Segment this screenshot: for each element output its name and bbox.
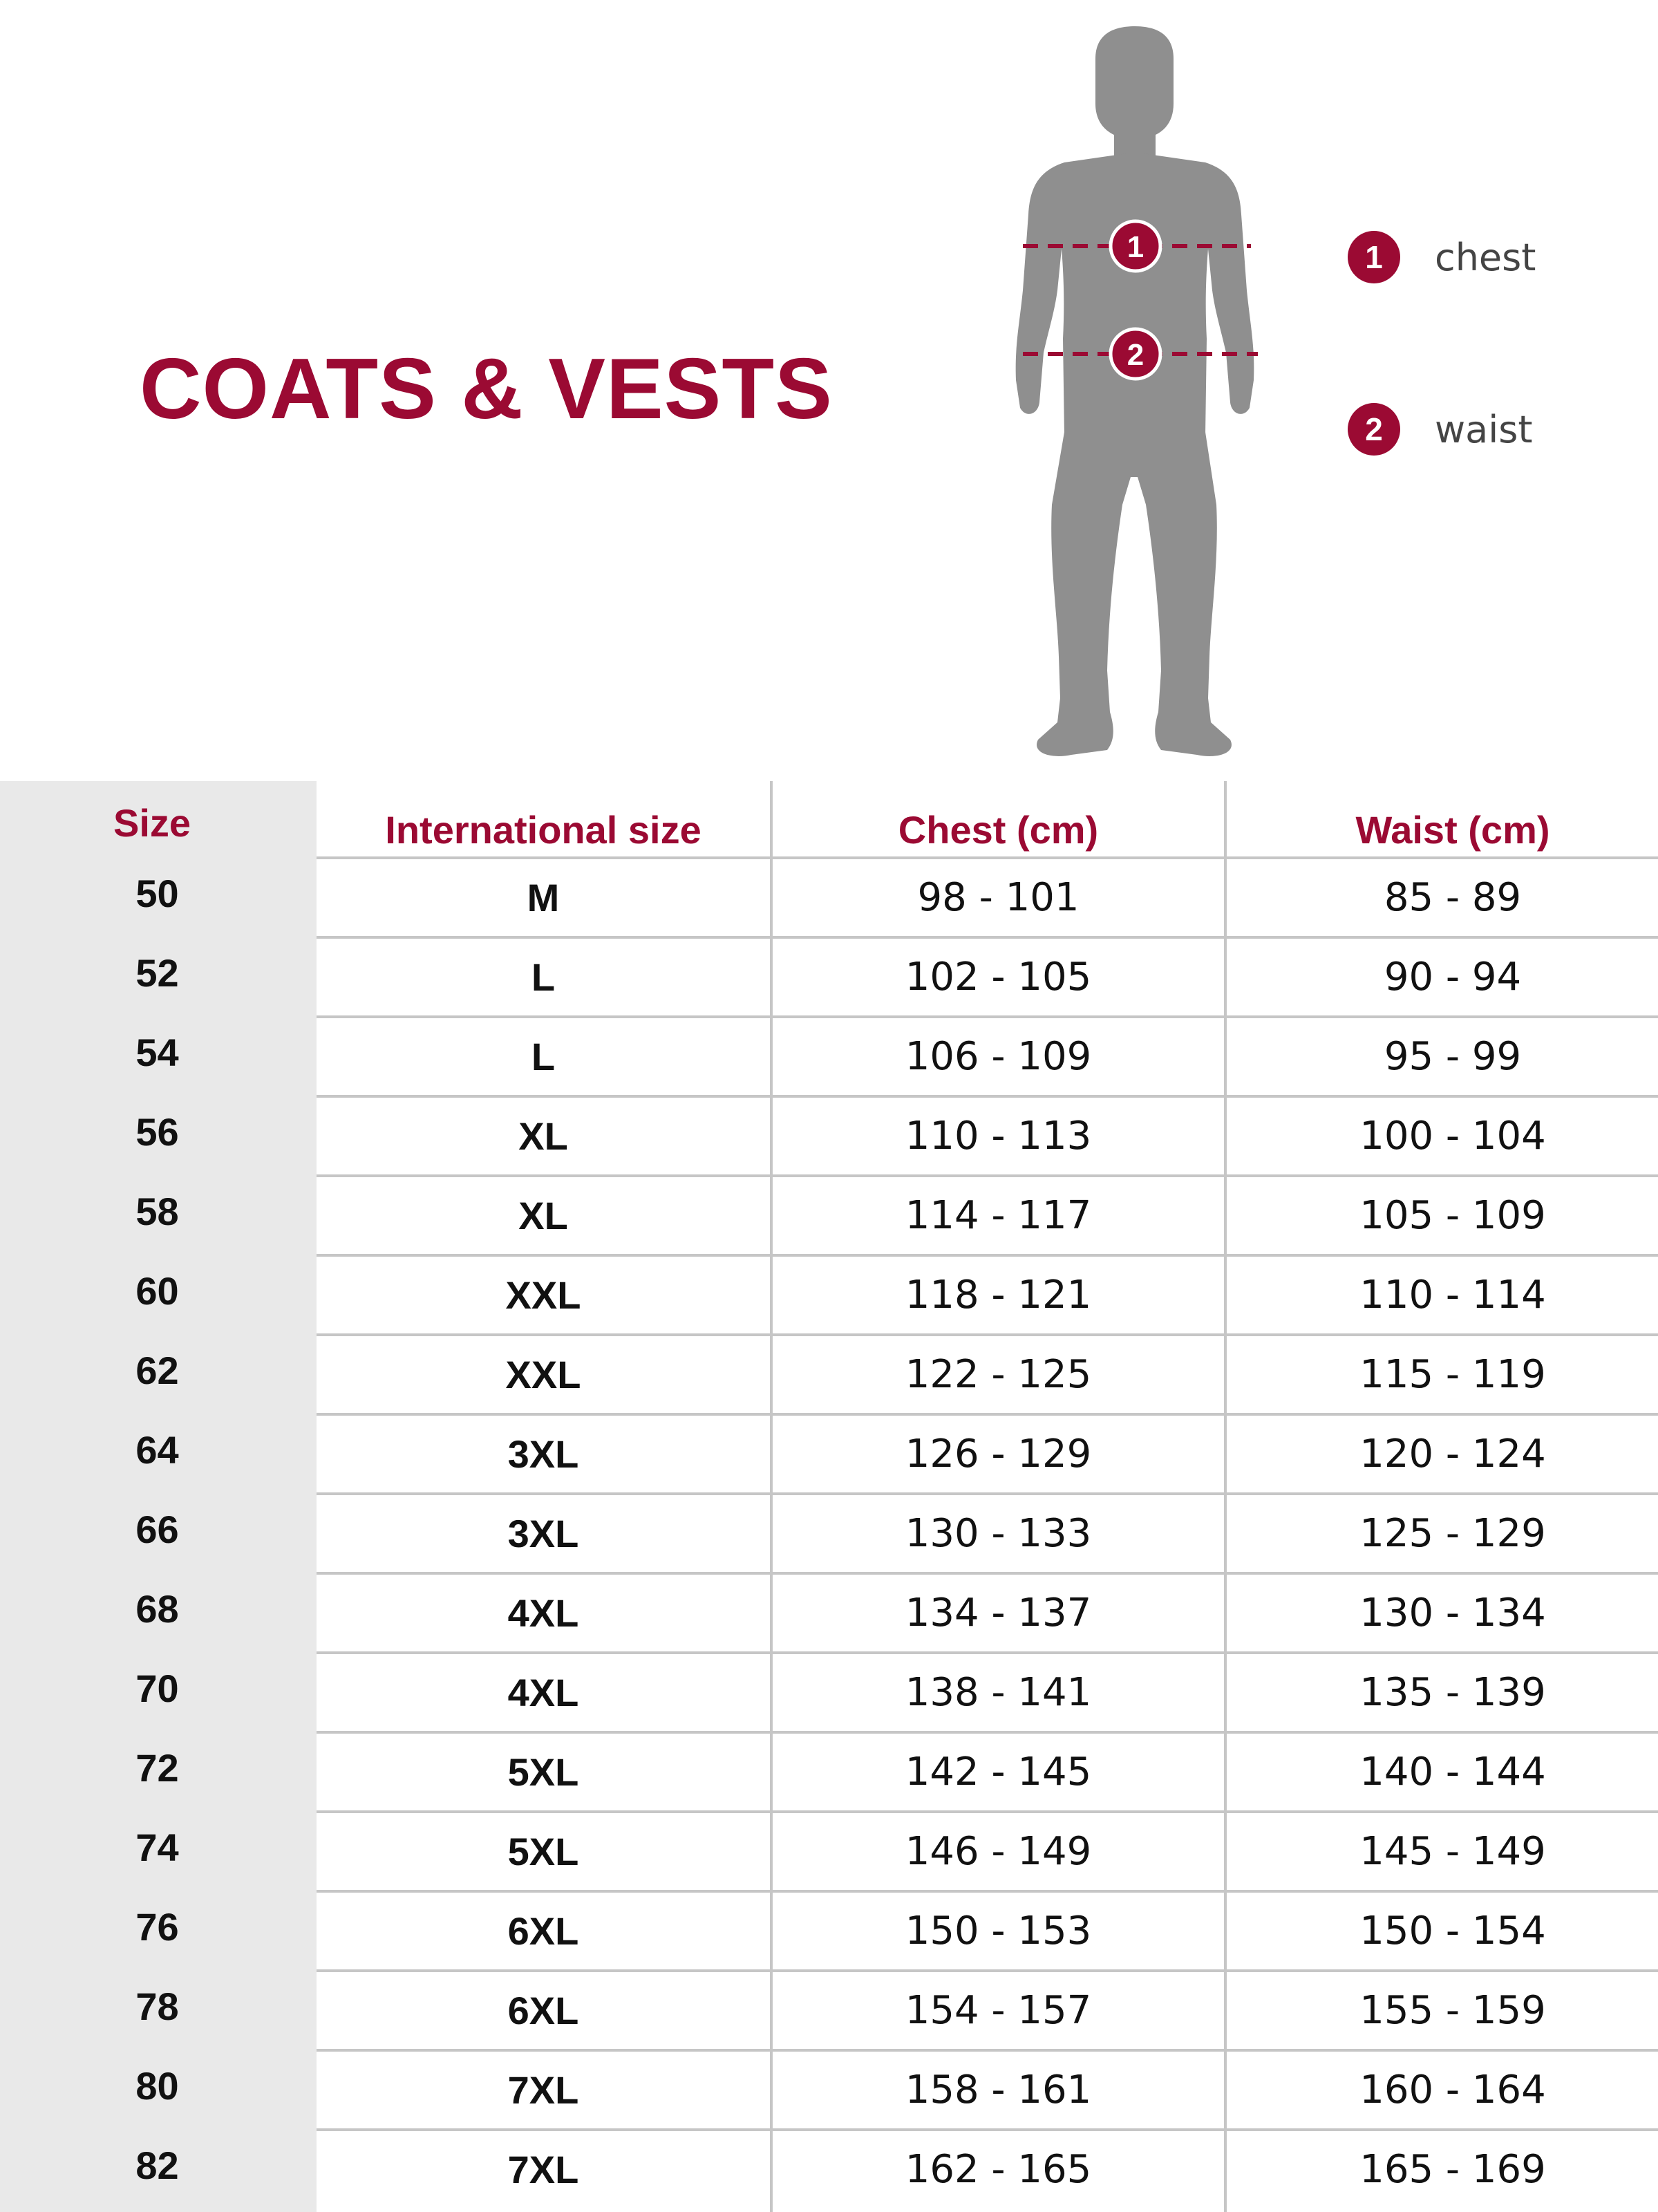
international-size-cell: M [527,876,560,919]
chest-cell: 134 - 137 [905,1591,1092,1635]
size-cell: 74 [135,1826,179,1869]
international-size-cell: 7XL [507,2068,579,2112]
waist-cell: 145 - 149 [1359,1829,1546,1874]
international-size-cell: 4XL [507,1591,579,1635]
waist-cell: 140 - 144 [1359,1750,1546,1794]
size-cell: 80 [135,2064,179,2108]
size-cell: 64 [135,1428,179,1472]
size-cell: 76 [135,1905,179,1949]
waist-cell: 110 - 114 [1359,1273,1546,1318]
size-cell: 78 [135,1985,179,2028]
international-size-cell: XL [518,1114,568,1158]
svg-text:1: 1 [1127,230,1144,264]
size-cell: 62 [135,1349,179,1392]
size-cell: 82 [135,2144,179,2187]
legend-number-badge: 1 [1348,231,1400,283]
chest-cell: 146 - 149 [905,1829,1092,1874]
waist-cell: 165 - 169 [1359,2147,1546,2192]
waist-cell: 90 - 94 [1384,955,1522,1000]
size-table [0,781,1658,2212]
legend-item-chest [1348,226,1536,288]
size-cell: 58 [135,1190,179,1233]
international-size-cell: 3XL [507,1512,579,1555]
waist-cell: 85 - 89 [1384,875,1522,920]
page-title: COATS & VESTS [140,341,833,437]
chest-cell: 150 - 153 [905,1909,1092,1953]
body-measurement-figure [954,21,1313,767]
header-chest: Chest (cm) [898,807,1099,852]
international-size-cell: 5XL [507,1750,579,1794]
chest-cell: 142 - 145 [905,1750,1092,1794]
waist-cell: 105 - 109 [1359,1193,1546,1238]
waist-cell: 150 - 154 [1359,1909,1546,1953]
chest-cell: 114 - 117 [905,1193,1092,1238]
legend-number-badge: 2 [1348,403,1400,456]
chest-cell: 154 - 157 [905,1988,1092,2033]
size-cell: 56 [135,1110,179,1154]
chest-cell: 98 - 101 [917,875,1080,920]
waist-cell: 115 - 119 [1359,1352,1546,1397]
international-size-cell: L [531,1035,556,1078]
size-cell: 52 [135,951,179,995]
chest-cell: 122 - 125 [905,1352,1092,1397]
international-size-cell: XXL [505,1353,581,1396]
svg-text:2: 2 [1127,338,1144,372]
header-size: Size [113,800,191,845]
waist-cell: 155 - 159 [1359,1988,1546,2033]
chest-cell: 130 - 133 [905,1511,1092,1556]
size-cell: 50 [135,872,179,915]
international-size-cell: 5XL [507,1830,579,1873]
waist-cell: 160 - 164 [1359,2068,1546,2112]
international-size-cell: XL [518,1194,568,1237]
waist-cell: 125 - 129 [1359,1511,1546,1556]
legend-label: chest [1435,235,1536,279]
international-size-cell: XXL [505,1273,581,1317]
international-size-cell: 4XL [507,1671,579,1714]
chest-cell: 118 - 121 [905,1273,1092,1318]
international-size-cell: 7XL [507,2148,579,2191]
international-size-cell: 6XL [507,1909,579,1953]
size-cell: 68 [135,1587,179,1631]
size-cell: 60 [135,1269,179,1313]
chest-cell: 106 - 109 [905,1034,1092,1079]
international-size-cell: 3XL [507,1432,579,1476]
chest-cell: 138 - 141 [905,1670,1092,1715]
header-international-size: International size [385,807,701,852]
size-cell: 54 [135,1031,179,1074]
legend-label: waist [1435,407,1533,451]
waist-cell: 95 - 99 [1384,1034,1522,1079]
header-waist: Waist (cm) [1355,807,1550,852]
chest-cell: 126 - 129 [905,1432,1092,1477]
size-cell: 72 [135,1746,179,1790]
legend-item-waist [1348,398,1533,460]
size-cell: 70 [135,1667,179,1710]
size-cell: 66 [135,1508,179,1551]
chest-cell: 162 - 165 [905,2147,1092,2192]
waist-cell: 100 - 104 [1359,1114,1546,1159]
chest-cell: 158 - 161 [905,2068,1092,2112]
international-size-cell: L [531,955,556,999]
international-size-cell: 6XL [507,1989,579,2032]
waist-cell: 120 - 124 [1359,1432,1546,1477]
chest-cell: 102 - 105 [905,955,1092,1000]
chest-cell: 110 - 113 [905,1114,1092,1159]
waist-cell: 130 - 134 [1359,1591,1546,1635]
waist-cell: 135 - 139 [1359,1670,1546,1715]
